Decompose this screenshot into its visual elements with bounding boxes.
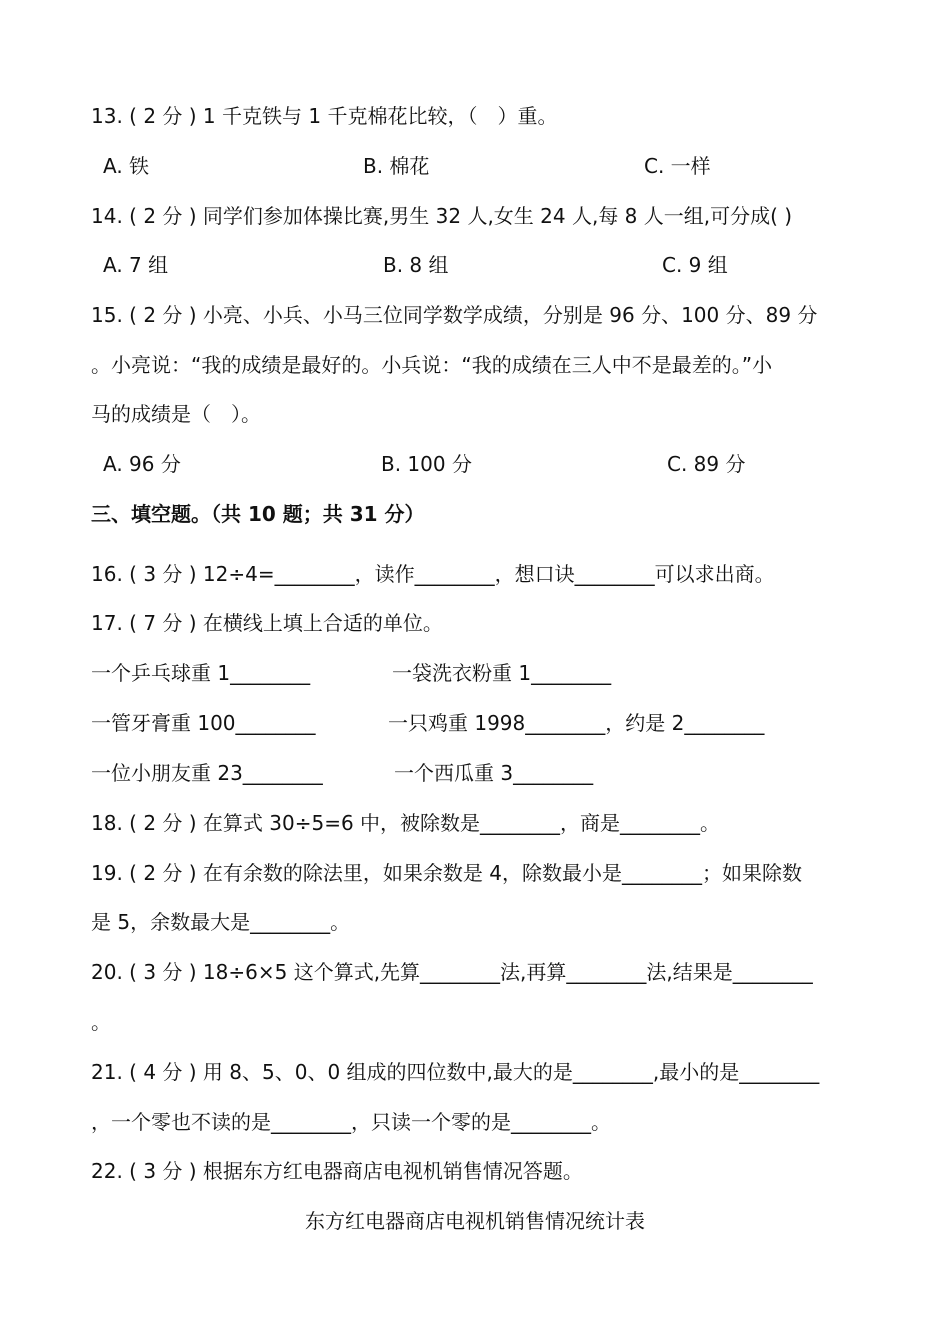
question-21-line-2: ，一个零也不读的是________，只读一个零的是________。	[91, 1110, 611, 1134]
question-17-row-2-right: 一只鸡重 1998________，约是 2________	[388, 711, 765, 735]
question-19-line-2: 是 5，余数最大是________。	[91, 910, 351, 934]
question-17-row-1-right: 一袋洗衣粉重 1________	[392, 661, 612, 685]
question-14-option-c: C. 9 组	[662, 253, 728, 277]
question-17-row-2-left: 一管牙膏重 100________	[91, 711, 316, 735]
question-15-option-c: C. 89 分	[667, 452, 746, 476]
question-14-stem: 14. ( 2 分 ) 同学们参加体操比赛,男生 32 人,女生 24 人,每 8 人一组,可分成( )	[91, 204, 793, 228]
question-13-option-a: A. 铁	[103, 154, 150, 178]
table-title: 东方红电器商店电视机销售情况统计表	[305, 1209, 645, 1233]
question-17-row-3-right: 一个西瓜重 3________	[394, 761, 594, 785]
question-13-option-b: B. 棉花	[363, 154, 430, 178]
question-18-text: 18. ( 2 分 ) 在算式 30÷5=6 中，被除数是________，商是________。	[91, 811, 721, 835]
question-17-row-3-left: 一位小朋友重 23________	[91, 761, 323, 785]
question-21-line-1: 21. ( 4 分 ) 用 8、5、0、0 组成的四位数中,最大的是________,最小的是________	[91, 1060, 820, 1084]
question-17-stem: 17. ( 7 分 ) 在横线上填上合适的单位。	[91, 611, 443, 635]
question-20-line-1: 20. ( 3 分 ) 18÷6×5 这个算式,先算________法,再算________法,结果是________	[91, 960, 813, 984]
question-20-line-2: 。	[91, 1010, 111, 1034]
question-17-row-1-left: 一个乒乓球重 1________	[91, 661, 311, 685]
question-13-stem: 13. ( 2 分 ) 1 千克铁与 1 千克棉花比较，（ ）重。	[91, 104, 558, 128]
section-3-title: 三、填空题。（共 10 题；共 31 分）	[91, 502, 425, 526]
question-15-line-3: 马的成绩是（ ）。	[91, 402, 261, 426]
question-13-option-c: C. 一样	[644, 154, 711, 178]
question-19-line-1: 19. ( 2 分 ) 在有余数的除法里，如果余数是 4，除数最小是________；如果除数	[91, 861, 803, 885]
question-16-text: 16. ( 3 分 ) 12÷4=________，读作________，想口诀________可以求出商。	[91, 562, 775, 586]
question-22-stem: 22. ( 3 分 ) 根据东方红电器商店电视机销售情况答题。	[91, 1159, 583, 1183]
question-14-option-a: A. 7 组	[103, 253, 169, 277]
question-15-line-1: 15. ( 2 分 ) 小亮、小兵、小马三位同学数学成绩，分别是 96 分、100 分、89 分	[91, 303, 818, 327]
question-14-option-b: B. 8 组	[383, 253, 449, 277]
question-15-option-a: A. 96 分	[103, 452, 181, 476]
question-15-line-2: 。小亮说：“我的成绩是最好的。小兵说：“我的成绩在三人中不是最差的。”小	[91, 353, 773, 377]
question-15-option-b: B. 100 分	[381, 452, 472, 476]
